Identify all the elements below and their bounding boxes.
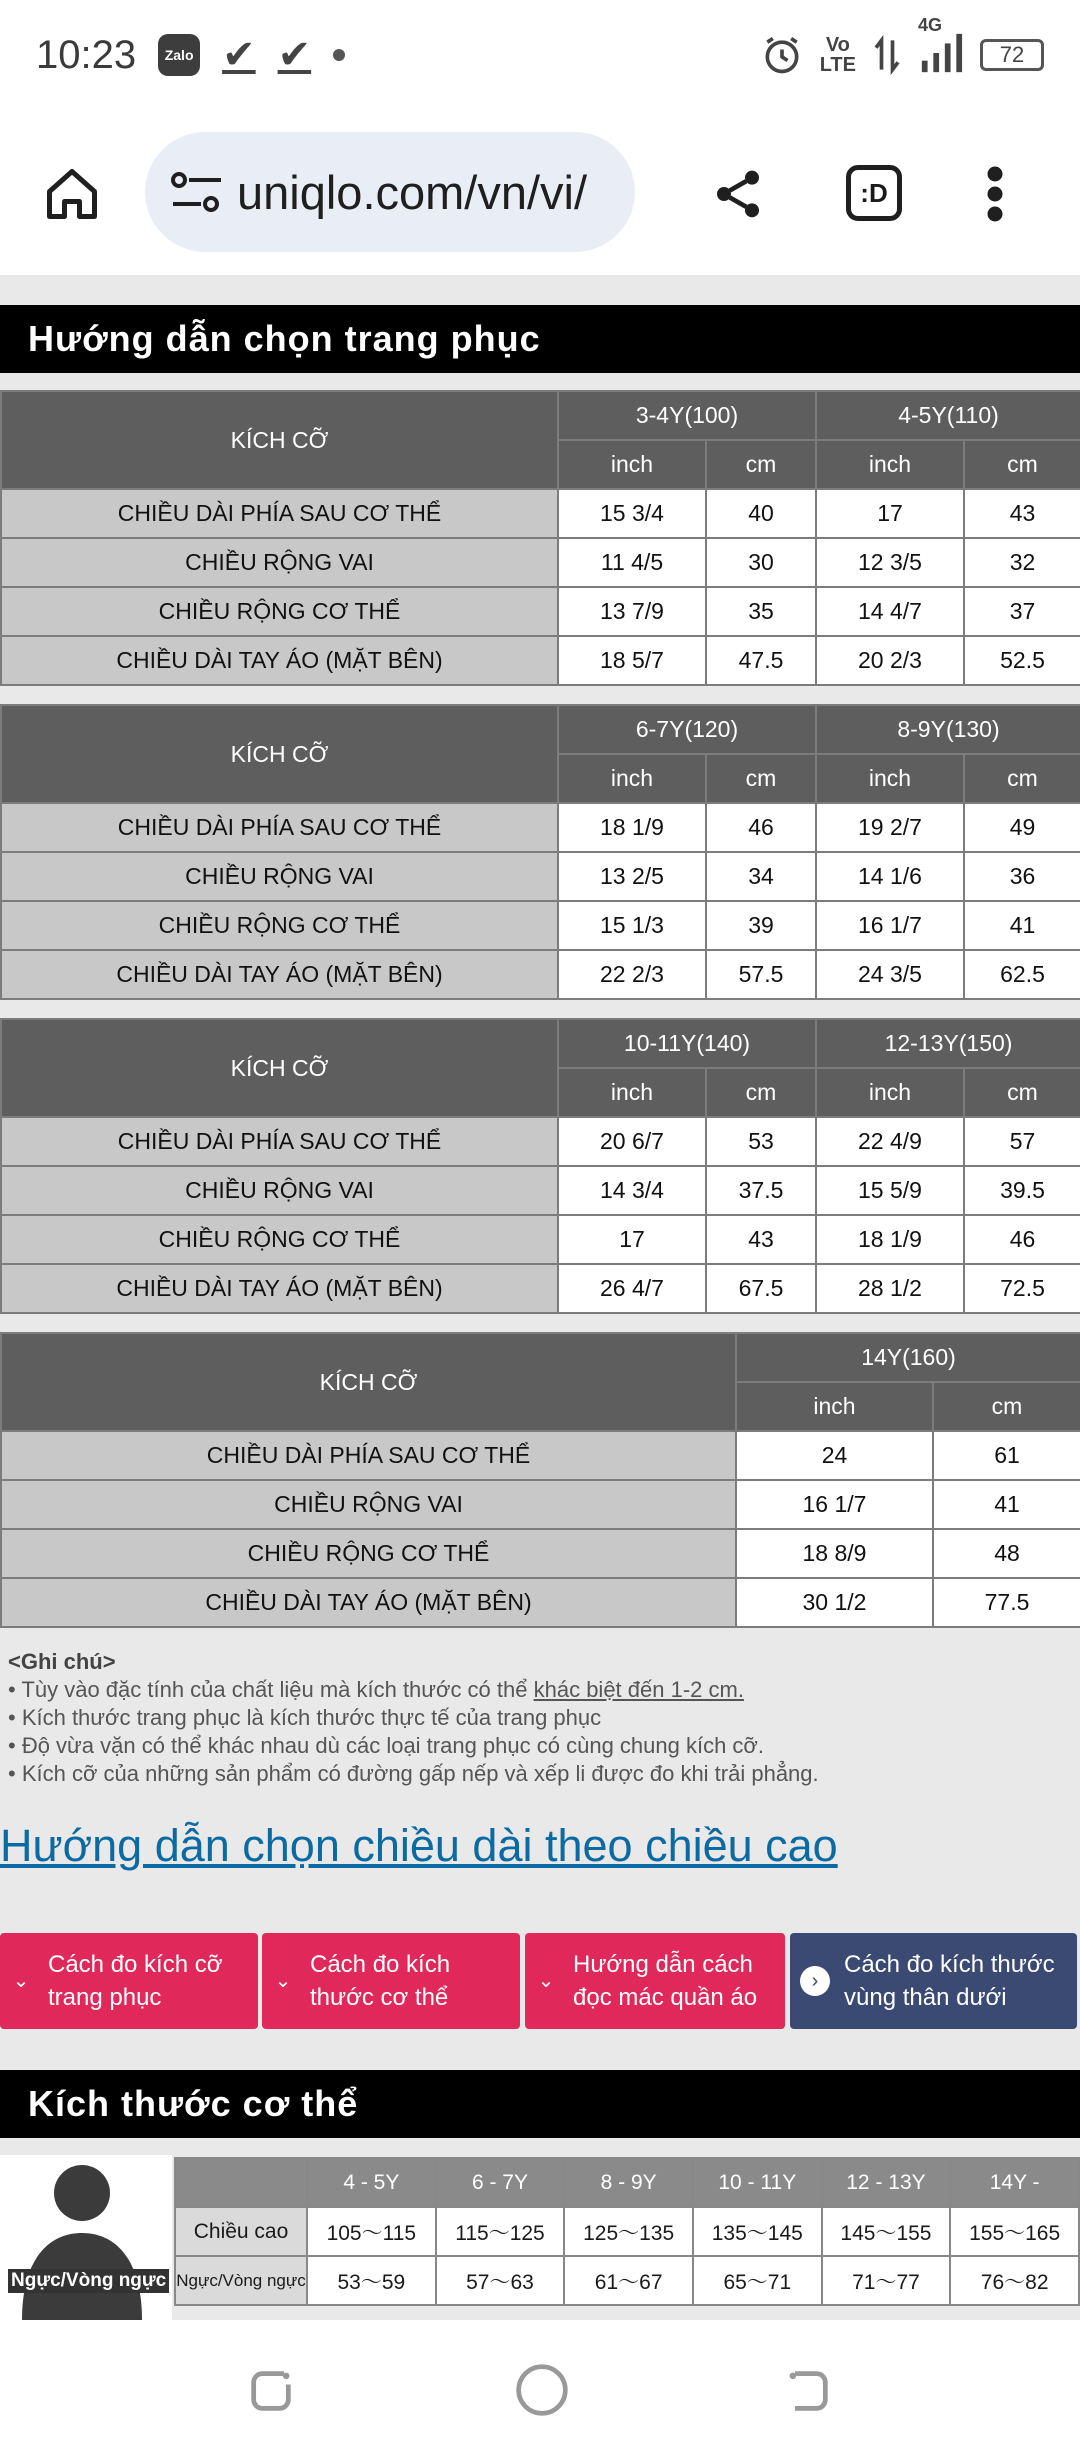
cell: 24 3/5 [816, 950, 964, 999]
table-row [1, 1215, 1080, 1264]
guide-tab-buttons [0, 1933, 1080, 2029]
cell: 28 1/2 [816, 1264, 964, 1313]
table-row [1, 901, 1080, 950]
cell: 36 [964, 852, 1080, 901]
cell: 105〜115 [307, 2207, 436, 2256]
body-size-title: Kích thước cơ thể [0, 2070, 1080, 2138]
cell: 16 1/7 [736, 1480, 933, 1529]
cell: 18 8/9 [736, 1529, 933, 1578]
body-figure [0, 2155, 172, 2320]
notes-title: <Ghi chú> [8, 1649, 116, 1674]
unit-label: inch [558, 754, 706, 803]
size-header: KÍCH CỠ [1, 1019, 558, 1117]
table-row [1, 1117, 1080, 1166]
cell: 15 5/9 [816, 1166, 964, 1215]
tab-lower-body-measure[interactable]: › Cách đo kích thước vùng thân dưới [790, 1933, 1077, 2029]
cell: 12 3/5 [816, 538, 964, 587]
cell: 13 2/5 [558, 852, 706, 901]
row-label: CHIỀU DÀI PHÍA SAU CƠ THỂ [1, 1431, 736, 1480]
cell: 65〜71 [693, 2256, 822, 2305]
table-row [1, 636, 1080, 685]
cell: 24 [736, 1431, 933, 1480]
cell: 18 1/9 [558, 803, 706, 852]
cell: 41 [933, 1480, 1080, 1529]
size-table-2 [0, 704, 1080, 1000]
height-guide-link[interactable]: Hướng dẫn chọn chiều dài theo chiều cao [0, 1820, 838, 1871]
table-row [1, 587, 1080, 636]
row-label: CHIỀU RỘNG VAI [1, 538, 558, 587]
cell: 77.5 [933, 1578, 1080, 1627]
cell: 15 3/4 [558, 489, 706, 538]
cell: 43 [706, 1215, 816, 1264]
unit-label: cm [706, 754, 816, 803]
size-label: 8-9Y(130) [816, 705, 1080, 754]
data-arrows-icon [872, 33, 902, 77]
site-info-icon[interactable] [169, 168, 225, 216]
note-line: • Tùy vào đặc tính của chất liệu mà kích thước có thể khác biệt đến 1-2 cm. [8, 1677, 744, 1702]
cell: 32 [964, 538, 1080, 587]
alarm-icon [760, 33, 804, 77]
row-label: CHIỀU RỘNG VAI [1, 1166, 558, 1215]
size-label: 10-11Y(140) [558, 1019, 816, 1068]
cell: 48 [933, 1529, 1080, 1578]
column-header: 6 - 7Y [436, 2158, 565, 2207]
battery-icon: 72 [980, 39, 1044, 71]
tab-body-measure[interactable]: ⌄ Cách đo kích thước cơ thể [262, 1933, 520, 2029]
table-row [175, 2207, 1079, 2256]
table-row [1, 1264, 1080, 1313]
body-size-table [174, 2157, 1080, 2306]
size-label: 4-5Y(110) [816, 391, 1080, 440]
cell: 34 [706, 852, 816, 901]
cell: 20 2/3 [816, 636, 964, 685]
unit-label: cm [964, 1068, 1080, 1117]
clock: 10:23 [36, 32, 137, 77]
row-label: CHIỀU RỘNG VAI [1, 1480, 736, 1529]
browser-toolbar [0, 110, 1080, 275]
check-icon: ✔ [277, 33, 312, 77]
cell: 14 3/4 [558, 1166, 706, 1215]
cell: 37.5 [706, 1166, 816, 1215]
size-table-4 [0, 1332, 1080, 1628]
cell: 53 [706, 1117, 816, 1166]
cell: 71〜77 [822, 2256, 951, 2305]
size-label: 14Y(160) [736, 1333, 1080, 1382]
tab-garment-measure[interactable]: ⌄ Cách đo kích cỡ trang phục [0, 1933, 258, 2029]
check-icon: ✔ [222, 33, 256, 77]
row-label: CHIỀU RỘNG CƠ THỂ [1, 1529, 736, 1578]
size-label: 6-7Y(120) [558, 705, 816, 754]
unit-label: inch [816, 1068, 964, 1117]
cell: 22 2/3 [558, 950, 706, 999]
cell: 46 [706, 803, 816, 852]
size-label: 12-13Y(150) [816, 1019, 1080, 1068]
zalo-icon: Zalo [158, 34, 200, 76]
table-row [1, 489, 1080, 538]
chevron-down-icon: ⌄ [537, 1969, 555, 1992]
cell: 72.5 [964, 1264, 1080, 1313]
cell: 115〜125 [436, 2207, 565, 2256]
cell: 18 5/7 [558, 636, 706, 685]
row-label: CHIỀU DÀI PHÍA SAU CƠ THỂ [1, 489, 558, 538]
cell: 61〜67 [564, 2256, 693, 2305]
cell: 76〜82 [950, 2256, 1079, 2305]
tab-care-label[interactable]: ⌄ Hướng dẫn cách đọc mác quần áo [525, 1933, 785, 2029]
notes [8, 1648, 819, 1788]
column-header: 14Y - [950, 2158, 1079, 2207]
cell: 39.5 [964, 1166, 1080, 1215]
cell: 46 [964, 1215, 1080, 1264]
cell: 11 4/5 [558, 538, 706, 587]
url-text: uniqlo.com/vn/vi/ [237, 165, 588, 219]
page-title: Hướng dẫn chọn trang phục [0, 305, 1080, 373]
size-table-3 [0, 1018, 1080, 1314]
note-line: • Kích cỡ của những sản phẩm có đường gấp nếp và xếp li được đo khi trải phẳng. [8, 1761, 819, 1786]
signal-icon: 4G [918, 33, 964, 78]
table-row [1, 852, 1080, 901]
row-label: CHIỀU DÀI PHÍA SAU CƠ THỂ [1, 803, 558, 852]
unit-label: cm [964, 440, 1080, 489]
cell: 41 [964, 901, 1080, 950]
size-header: KÍCH CỠ [1, 391, 558, 489]
cell: 49 [964, 803, 1080, 852]
column-header: 4 - 5Y [307, 2158, 436, 2207]
tabs-icon[interactable]: :D [846, 165, 902, 221]
table-row [1, 1529, 1080, 1578]
cell: 125〜135 [564, 2207, 693, 2256]
table-row [1, 1431, 1080, 1480]
unit-label: inch [816, 440, 964, 489]
note-link[interactable]: khác biệt đến 1-2 cm. [533, 1677, 744, 1702]
row-label: CHIỀU RỘNG CƠ THỂ [1, 1215, 558, 1264]
unit-label: inch [816, 754, 964, 803]
cell: 67.5 [706, 1264, 816, 1313]
cell: 135〜145 [693, 2207, 822, 2256]
cell: 40 [706, 489, 816, 538]
body-size-section [0, 2155, 1080, 2320]
volte-indicator: Vo LTE [819, 34, 856, 76]
figure-label: Ngực/Vòng ngực [8, 2269, 169, 2293]
cell: 57 [964, 1117, 1080, 1166]
row-label: Ngực/Vòng ngực [175, 2256, 307, 2305]
cell: 145〜155 [822, 2207, 951, 2256]
cell: 18 1/9 [816, 1215, 964, 1264]
row-label: CHIỀU DÀI PHÍA SAU CƠ THỂ [1, 1117, 558, 1166]
unit-label: inch [558, 1068, 706, 1117]
size-label: 3-4Y(100) [558, 391, 816, 440]
table-row [1, 950, 1080, 999]
web-page [0, 275, 1080, 2320]
cell: 30 1/2 [736, 1578, 933, 1627]
cell: 39 [706, 901, 816, 950]
cell: 13 7/9 [558, 587, 706, 636]
row-label: CHIỀU DÀI TAY ÁO (MẶT BÊN) [1, 950, 558, 999]
row-label: CHIỀU RỘNG CƠ THỂ [1, 587, 558, 636]
note-line: • Độ vừa vặn có thể khác nhau dù các loại trang phục có cùng chung kích cỡ. [8, 1733, 764, 1758]
table-row [1, 1166, 1080, 1215]
cell: 43 [964, 489, 1080, 538]
cell: 14 4/7 [816, 587, 964, 636]
size-header: KÍCH CỠ [1, 1333, 736, 1431]
row-label: Chiều cao [175, 2207, 307, 2256]
size-header: KÍCH CỠ [1, 705, 558, 803]
row-label: CHIỀU DÀI TAY ÁO (MẶT BÊN) [1, 1264, 558, 1313]
chevron-down-icon: ⌄ [12, 1969, 30, 1992]
table-row [175, 2256, 1079, 2305]
chevron-down-icon: ⌄ [274, 1969, 292, 1992]
row-label: CHIỀU RỘNG VAI [1, 852, 558, 901]
notification-dot-icon [333, 49, 345, 61]
person-silhouette-icon [0, 2155, 172, 2320]
cell: 15 1/3 [558, 901, 706, 950]
table-row [1, 1480, 1080, 1529]
cell: 30 [706, 538, 816, 587]
recents-icon[interactable] [245, 2365, 297, 2417]
table-row [1, 803, 1080, 852]
cell: 22 4/9 [816, 1117, 964, 1166]
cell: 14 1/6 [816, 852, 964, 901]
home-nav-icon[interactable] [514, 2362, 570, 2418]
size-table-1 [0, 390, 1080, 686]
cell: 61 [933, 1431, 1080, 1480]
row-label: CHIỀU DÀI TAY ÁO (MẶT BÊN) [1, 636, 558, 685]
column-header: 10 - 11Y [693, 2158, 822, 2207]
cell: 57.5 [706, 950, 816, 999]
unit-label: cm [706, 1068, 816, 1117]
back-icon[interactable] [782, 2365, 834, 2417]
unit-label: inch [736, 1382, 933, 1431]
row-label: CHIỀU RỘNG CƠ THỂ [1, 901, 558, 950]
cell: 17 [558, 1215, 706, 1264]
cell: 57〜63 [436, 2256, 565, 2305]
system-nav-bar [0, 2320, 1080, 2460]
chevron-right-icon: › [800, 1966, 830, 1996]
unit-label: cm [933, 1382, 1080, 1431]
unit-label: cm [706, 440, 816, 489]
row-label: CHIỀU DÀI TAY ÁO (MẶT BÊN) [1, 1578, 736, 1627]
menu-icon[interactable] [975, 162, 1015, 226]
table-row [1, 538, 1080, 587]
home-icon[interactable] [40, 162, 104, 226]
cell: 19 2/7 [816, 803, 964, 852]
unit-label: inch [558, 440, 706, 489]
cell: 52.5 [964, 636, 1080, 685]
table-row [1, 1578, 1080, 1627]
address-bar[interactable] [145, 132, 635, 252]
unit-label: cm [964, 754, 1080, 803]
column-header: 8 - 9Y [564, 2158, 693, 2207]
cell: 62.5 [964, 950, 1080, 999]
share-icon[interactable] [706, 162, 770, 226]
column-header: 12 - 13Y [822, 2158, 951, 2207]
cell: 35 [706, 587, 816, 636]
corner-cell [175, 2158, 307, 2207]
cell: 53〜59 [307, 2256, 436, 2305]
cell: 20 6/7 [558, 1117, 706, 1166]
note-line: • Kích thước trang phục là kích thước thực tế của trang phục [8, 1705, 602, 1730]
cell: 16 1/7 [816, 901, 964, 950]
cell: 17 [816, 489, 964, 538]
cell: 47.5 [706, 636, 816, 685]
cell: 37 [964, 587, 1080, 636]
cell: 26 4/7 [558, 1264, 706, 1313]
cell: 155〜165 [950, 2207, 1079, 2256]
status-bar [0, 0, 1080, 110]
